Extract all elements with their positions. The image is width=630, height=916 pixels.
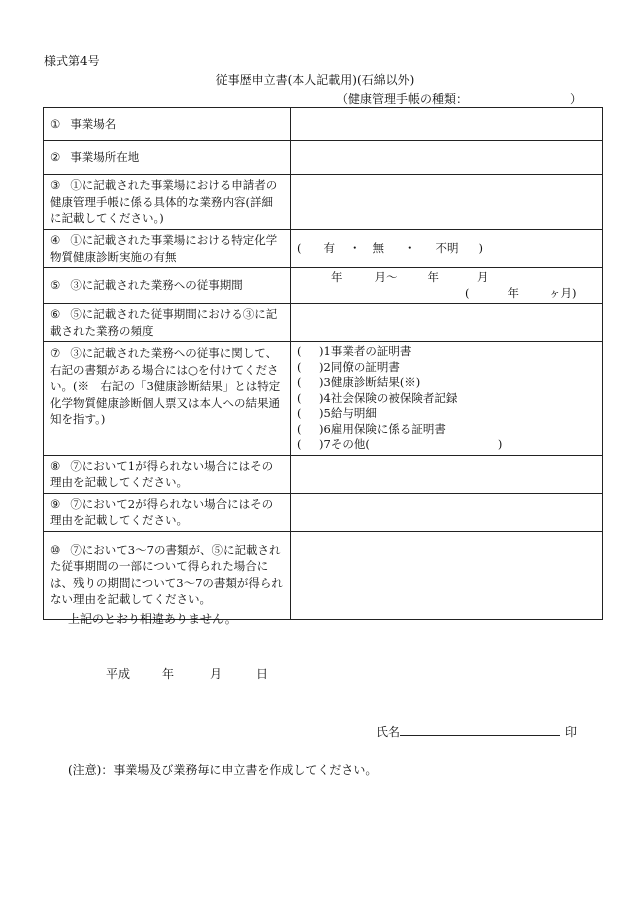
question-text: ①に記載された事業場における特定化学物質健康診断実施の有無 [50,233,278,264]
paren-open: ( [297,375,302,389]
paren-open: ( [297,344,302,358]
answer-cell[interactable] [291,304,603,342]
paren-open: ( [297,390,302,405]
name-label: 氏名 [376,725,401,739]
paren-open: ( [297,421,302,436]
question-text: ⑤に記載された従事期間における③に記載された業務の頻度 [50,307,278,338]
option-label: 3健康診断結果(※) [323,375,421,389]
question-number: ⑧ [50,458,61,473]
table-row [44,108,603,141]
question-number: ① [50,116,61,131]
paren-open: ( [297,241,302,256]
option-label: 7その他( [323,437,370,451]
question-cell [44,175,291,230]
year-label: 年 [162,667,175,681]
option-row[interactable] [297,422,596,438]
paren-close: ) [319,421,324,436]
paren-close: ) [478,241,483,256]
period-total-years-label: 年 [507,286,519,300]
choice-unknown[interactable]: 不明 [435,241,459,256]
question-number: ② [50,150,61,165]
period-end-month-label: 月 [477,270,489,284]
option-label: 4社会保険の被保険者記録 [323,390,458,405]
table-row [44,493,603,531]
table-row [44,141,603,175]
option-label: 5給与明細 [323,406,377,420]
era-label: 平成 [106,667,131,681]
question-text: 事業場名 [70,116,117,131]
question-text: ③に記載された業務への従事に関して、右記の書類がある場合には○を付けてください。(※ 右記の「3健康診断結果」とは特定化学物質健康診断個人票又は本人への結果通知を指す。) [50,346,281,426]
note-text: (注意)：事業場及び業務毎に申立書を作成してください。 [68,763,378,777]
name-signature-line[interactable] [400,735,560,736]
document-options-cell [291,342,603,456]
option-label: 2同僚の証明書 [323,359,400,374]
paren-close: ) [319,344,324,358]
date-line[interactable] [106,665,268,682]
period-total-months-label: ヶ月) [549,286,577,300]
paren-close: ) [319,437,324,451]
question-text: 事業場所在地 [70,150,140,165]
choice-no[interactable]: 無 [372,241,384,256]
option-row[interactable] [297,437,596,453]
notebook-type-label: （健康管理手帳の種類： [336,92,469,106]
question-cell [44,531,291,619]
question-cell [44,493,291,531]
paren-open: ( [297,359,302,374]
option-row[interactable] [297,406,596,422]
question-text: ⑦において2が得られない場合にはその理由を記載してください。 [50,496,274,527]
question-cell [44,230,291,268]
question-cell [44,455,291,493]
paren-open: ( [297,437,302,451]
choice-yes[interactable]: 有 [323,241,335,256]
day-label: 日 [256,667,269,681]
question-cell [44,268,291,304]
answer-cell[interactable] [291,175,603,230]
application-table [43,107,603,620]
document-title: 従事歴申立書(本人記載用)(石綿以外) [215,73,415,87]
table-row [44,531,603,619]
question-cell [44,141,291,175]
option-row[interactable] [297,391,596,407]
question-text: ①に記載された事業場における申請者の健康管理手帳に係る具体的な業務内容(詳細に記載してください。) [50,178,278,226]
choice-separator: ・ [349,241,361,256]
option-row[interactable] [297,360,596,376]
confirmation-text: 上記のとおり相違ありません。 [68,612,237,626]
paren-close: ) [319,406,324,420]
paren-close: ) [319,375,324,389]
form-number: 様式第4号 [44,54,100,68]
answer-cell[interactable] [291,108,603,141]
seal-mark: 印 [565,725,578,739]
question-number: ⑤ [50,278,61,293]
answer-cell[interactable] [291,493,603,531]
choice-separator: ・ [404,241,416,256]
question-text: ⑦において3～7の書類が、⑤に記載された従事期間の一部について得られた場合には、残りの期間について3～7の書類が得られない理由を記載してください。 [50,542,283,606]
paren-close: ) [319,359,324,374]
period-start-month-label: 月～ [374,270,398,284]
table-row [44,304,603,342]
question-cell [44,108,291,141]
answer-cell[interactable] [291,141,603,175]
period-cell[interactable] [291,268,603,304]
table-row [44,175,603,230]
question-number: ③ [50,178,61,193]
paren-close: ) [497,437,503,451]
answer-cell[interactable] [291,531,603,619]
notebook-type-close: ） [570,92,583,106]
table-row [44,342,603,456]
health-check-choice-cell[interactable] [291,230,603,268]
period-start-year-label: 年 [331,270,343,284]
option-label: 1事業者の証明書 [323,344,412,358]
option-row[interactable] [297,375,596,391]
question-number: ⑥ [50,307,61,321]
month-label: 月 [210,667,223,681]
period-end-year-label: 年 [427,270,439,284]
question-number: ⑩ [50,542,61,557]
paren-close: ) [319,390,324,405]
question-text: ⑦において1が得られない場合にはその理由を記載してください。 [50,458,274,489]
table-row [44,230,603,268]
answer-cell[interactable] [291,455,603,493]
paren-open: ( [297,406,302,420]
question-number: ⑨ [50,496,61,511]
option-label: 6雇用保険に係る証明書 [323,421,446,436]
paren-open: ( [465,286,470,300]
table-row [44,268,603,304]
table-row [44,455,603,493]
option-row[interactable] [297,344,596,360]
question-number: ⑦ [50,346,61,360]
question-number: ④ [50,233,61,247]
question-text: ③に記載された業務への従事期間 [70,278,243,293]
question-cell [44,342,291,456]
question-cell [44,304,291,342]
